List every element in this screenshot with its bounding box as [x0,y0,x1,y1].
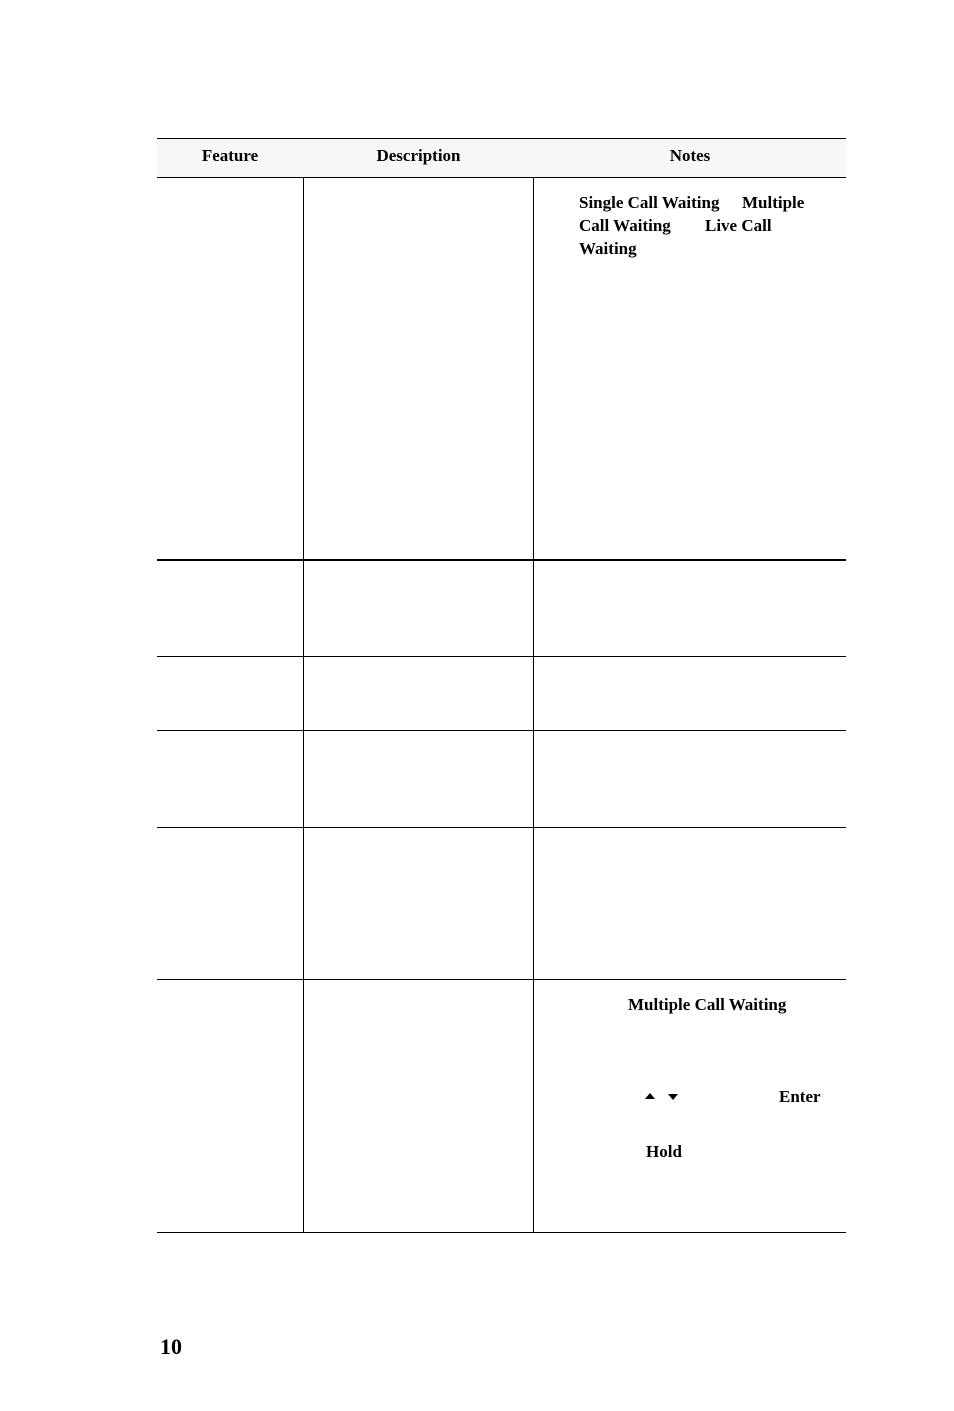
notes-multiple-call-waiting: Multiple Call Waiting [628,995,787,1014]
notes-call-waiting: Call Waiting [579,216,671,235]
notes-live-call: Live Call [705,216,772,235]
table-bottom-rule [157,1232,846,1233]
row-divider [157,979,846,980]
row-divider [157,730,846,731]
notes-waiting: Waiting [579,239,637,258]
header-feature: Feature [201,146,259,165]
row-divider [157,827,846,828]
notes-multiple: Multiple [742,193,805,212]
column-divider [533,178,534,1232]
header-notes: Notes [669,146,711,165]
header-description: Description [376,146,461,165]
column-divider [303,178,304,1232]
row-divider [157,656,846,657]
arrow-down-icon [668,1094,678,1100]
notes-single-call-waiting: Single Call Waiting [579,193,720,212]
notes-hold-key: Hold [646,1142,682,1161]
page-number: 10 [160,1334,182,1359]
row-divider [157,559,846,561]
header-bottom-rule [157,177,846,178]
table-top-rule [157,138,846,139]
arrow-up-icon [645,1093,655,1099]
notes-enter-key: Enter [779,1087,821,1106]
